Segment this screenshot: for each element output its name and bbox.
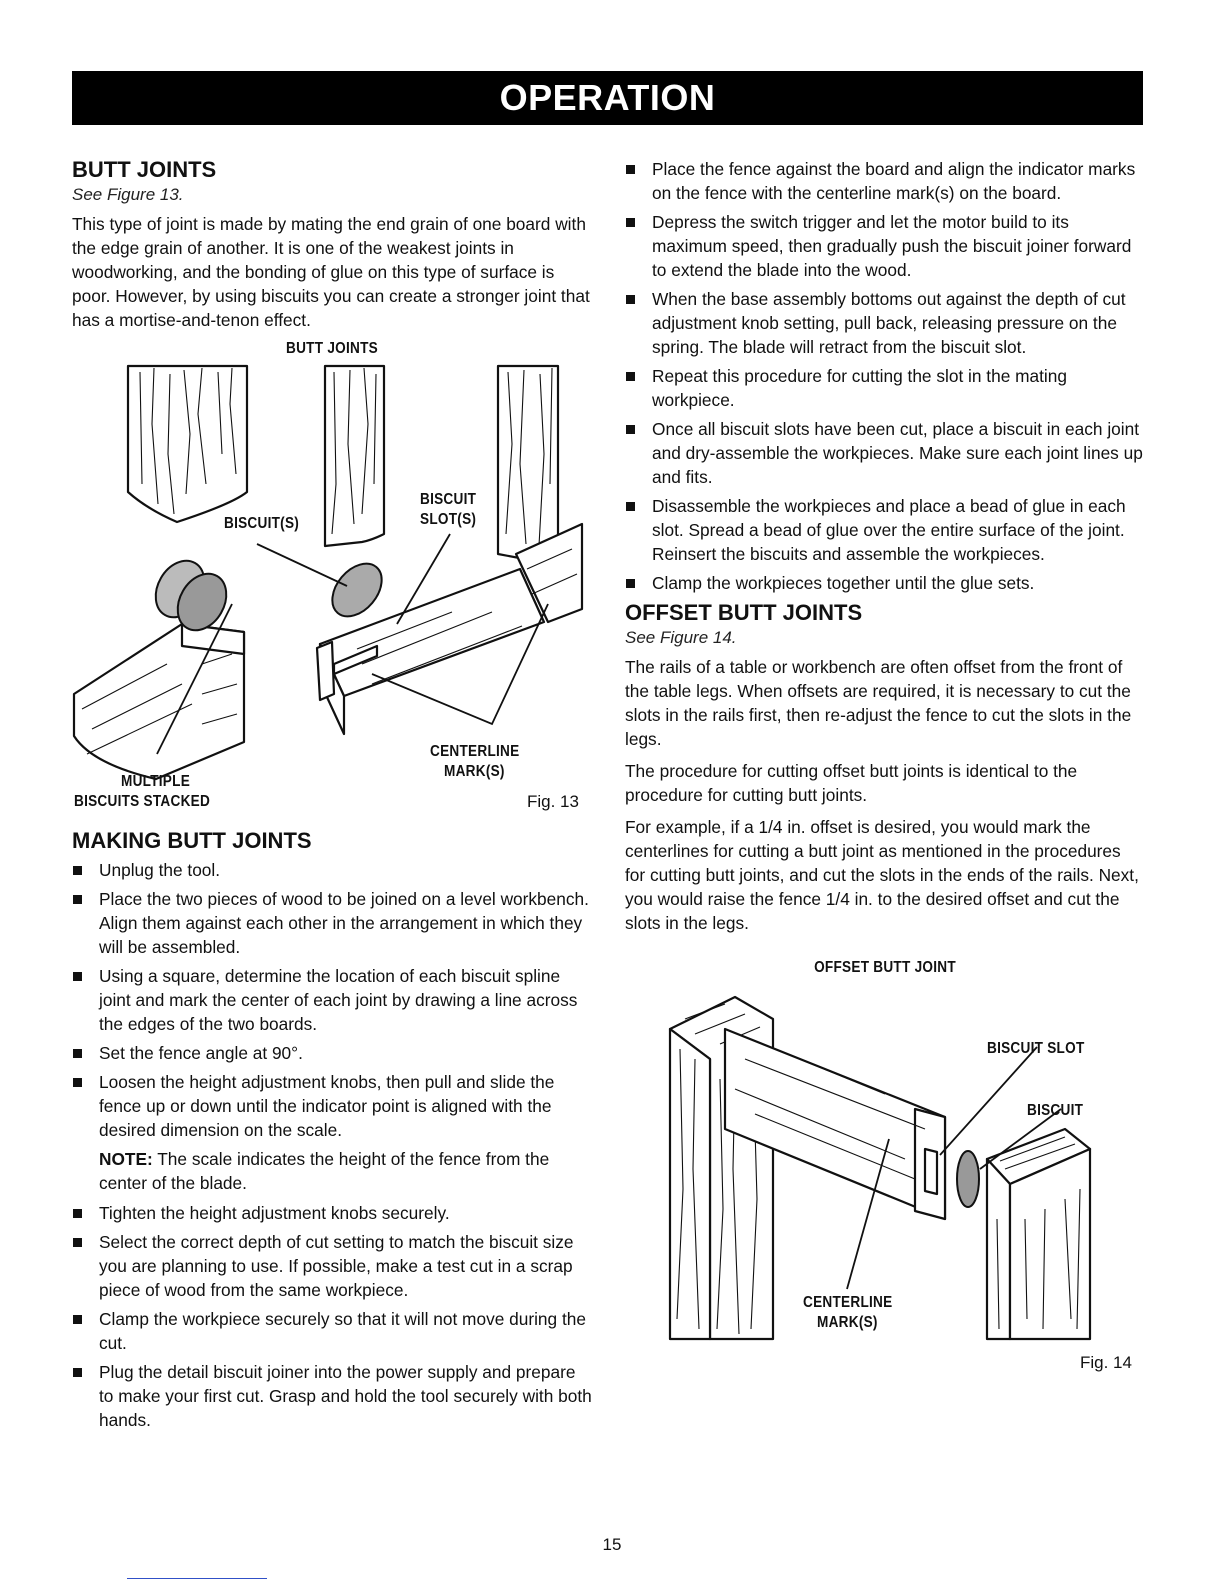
list-item: Place the fence against the board and align the indicator marks on the fence with the centerline mark(s) on the board. [625,157,1145,205]
list-item: Clamp the workpiece securely so that it will not move during the cut. [72,1307,592,1355]
list-item: Using a square, determine the location of each biscuit spline joint and mark the center of each joint by drawing a line across the edges of the two boards. [72,964,592,1036]
see-figure-13: See Figure 13. [72,185,184,204]
list-item: Depress the switch trigger and let the motor build to its maximum speed, then gradually push the biscuit joiner forward to extend the blade into the wood. [625,210,1145,282]
list-item: Place the two pieces of wood to be joined on a level workbench. Align them against each other in the arrangement in which they will be assembled. [72,887,592,959]
list-item: Once all biscuit slots have been cut, place a biscuit in each joint and dry-assemble the workpieces. Make sure each joint lines up and fits. [625,417,1145,489]
offset-paragraph-1: The rails of a table or workbench are often offset from the front of the table legs. When offsets are required, it is necessary to cut the slots in the rails first, then re-adjust the fence to cut the slots in the legs. [625,657,1132,749]
butt-joints-heading: BUTT JOINTS [72,157,217,182]
fig14-label-slot: BISCUIT SLOT [987,1040,1085,1057]
list-item: Set the fence angle at 90°. [72,1041,592,1065]
see-figure-14: See Figure 14. [625,628,737,647]
list-item: Disassemble the workpieces and place a bead of glue in each slot. Spread a bead of glue over the entire surface of the joint. Reinsert the biscuits and assemble the workpieces. [625,494,1145,566]
fig13-title: BUTT JOINTS [286,340,378,357]
scale-note [72,1147,592,1195]
list-item: Tighten the height adjustment knobs securely. [72,1201,592,1225]
fig13-label-centerline-1: CENTERLINE [430,743,520,760]
left-column [72,157,592,1437]
figure-14 [625,989,1145,1409]
section-banner: OPERATION [72,71,1143,125]
figure-13 [72,364,592,822]
list-item: Repeat this procedure for cutting the slot in the mating workpiece. [625,364,1145,412]
fig13-label-slot-1: BISCUIT [420,491,477,508]
making-butt-joints-list [72,858,592,1142]
fig13-label-multiple-2: BISCUITS STACKED [74,793,211,810]
making-butt-joints-list-continued [72,1201,592,1432]
list-item: Plug the detail biscuit joiner into the power supply and prepare to make your first cut. Grasp and hold the tool securely with both hands. [72,1360,592,1432]
fig13-label-multiple-1: MULTIPLE [121,773,191,790]
making-butt-joints-heading: MAKING BUTT JOINTS [72,828,312,853]
fig13-label-centerline-2: MARK(S) [444,763,505,780]
fig13-number: Fig. 13 [527,792,579,811]
list-item: Loosen the height adjustment knobs, then pull and slide the fence up or down until the indicator point is aligned with the desired dimension on the scale. [72,1070,592,1142]
note-label: NOTE: [99,1149,153,1169]
fig14-label-biscuit: BISCUIT [1027,1102,1084,1119]
right-column [625,157,1145,1409]
procedure-list [625,157,1145,595]
list-item: Select the correct depth of cut setting to match the biscuit size you are planning to use. If possible, make a test cut in a scrap piece of wood from the same workpiece. [72,1230,592,1302]
list-item: Unplug the tool. [72,858,592,882]
footer-rule [127,1578,267,1579]
note-text: The scale indicates the height of the fence from the center of the blade. [99,1149,550,1193]
butt-joints-body: This type of joint is made by mating the end grain of one board with the edge grain of another. It is one of the weakest joints in woodworking, and the bonding of glue on this type of surface is poor. However, by using biscuits you can create a stronger joint that has a mortise-and-tenon effect. [72,214,590,330]
fig14-label-centerline-2: MARK(S) [817,1314,878,1331]
fig14-label-centerline-1: CENTERLINE [803,1294,893,1311]
fig14-title: OFFSET BUTT JOINT [814,959,956,976]
fig14-number: Fig. 14 [1080,1353,1132,1372]
offset-paragraph-2: The procedure for cutting offset butt joints is identical to the procedure for cutting butt joints. [625,761,1078,805]
offset-paragraph-3: For example, if a 1/4 in. offset is desired, you would mark the centerlines for cutting a butt joint as mentioned in the procedures for cutting butt joints, and cut the slots in the ends of the rails. Next, you would raise the fence 1/4 in. to the desired offset and cut the slots in the legs. [625,817,1139,933]
list-item: Clamp the workpieces together until the glue sets. [625,571,1145,595]
fig13-label-biscuits: BISCUIT(S) [224,515,300,532]
list-item: When the base assembly bottoms out against the depth of cut adjustment knob setting, pull back, releasing pressure on the spring. The blade will retract from the biscuit slot. [625,287,1145,359]
offset-butt-joints-heading: OFFSET BUTT JOINTS [625,600,863,625]
fig13-label-slot-2: SLOT(S) [420,511,477,528]
page-number: 15 [602,1535,622,1554]
